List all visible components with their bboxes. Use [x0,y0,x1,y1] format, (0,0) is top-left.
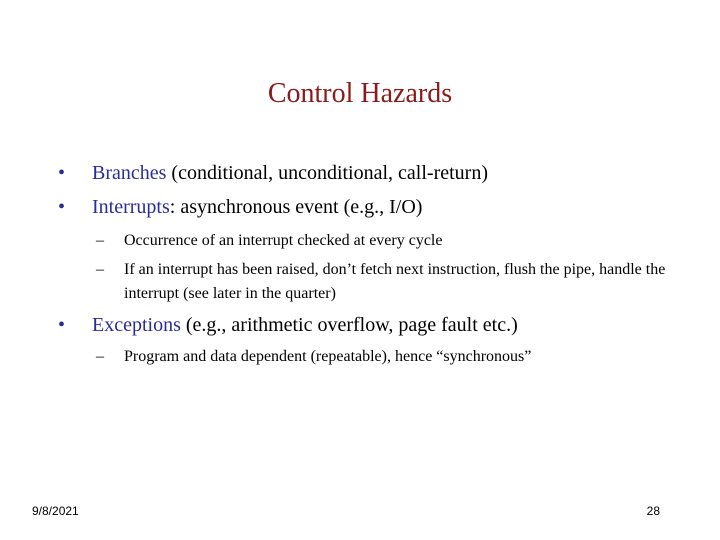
bullet-text: : asynchronous event (e.g., I/O) [169,196,423,218]
slide-title: Control Hazards [267,78,453,109]
footer-date: 9/8/2021 [32,504,79,518]
sub-bullet-text: If an interrupt has been raised, don’t fetch next instruction, flush the pipe, handle the interrupt (see later in the quarter) [124,261,666,302]
bullet-marker: • [58,314,66,336]
bullet-interrupts [58,196,422,219]
bullet-text: (e.g., arithmetic overflow, page fault etc.) [180,314,518,336]
slide-number: 28 [646,504,660,518]
dash-marker: – [96,232,104,249]
sub-bullet-text: Occurrence of an interrupt checked at every cycle [124,232,443,249]
bullet-keyword: Interrupts [92,196,170,218]
bullet-marker: • [58,162,66,184]
bullet-text: (conditional, unconditional, call-return) [166,162,488,184]
sub-bullet-text: Program and data dependent (repeatable), hence “synchronous” [124,348,532,365]
bullet-keyword: Exceptions [92,314,181,336]
bullet-marker: • [58,196,66,218]
bullet-branches [58,162,488,185]
sub-bullet-interrupt-flush [96,258,666,306]
bullet-exceptions [58,314,518,337]
sub-bullet-exception-sync [96,345,666,369]
sub-bullet-interrupt-check [96,229,666,253]
dash-marker: – [96,261,104,278]
dash-marker: – [96,348,104,365]
bullet-keyword: Branches [92,162,167,184]
